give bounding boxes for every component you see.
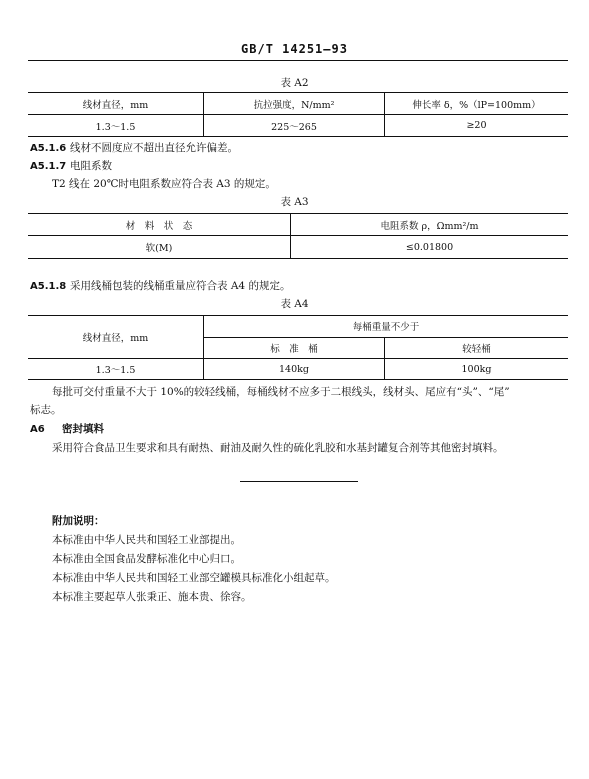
table-a4 bbox=[28, 315, 568, 380]
header-rule bbox=[28, 60, 568, 61]
table-a2-header: 线材直径，mm bbox=[28, 93, 204, 115]
table-a2-cell: 1.3～1.5 bbox=[28, 115, 204, 137]
table-a4-caption: 表 A4 bbox=[280, 298, 309, 310]
notes-line: 本标准主要起草人张秉正、施本贵、徐容。 bbox=[52, 591, 252, 603]
clause-title: 电阻系数 bbox=[70, 160, 112, 172]
table-a3 bbox=[28, 213, 568, 259]
clause-number: A6 bbox=[30, 424, 45, 435]
clause-number: A5.1.7 bbox=[30, 161, 67, 172]
clause-title: 密封填料 bbox=[62, 423, 104, 435]
end-rule bbox=[240, 481, 358, 482]
table-a2 bbox=[28, 92, 568, 137]
table-a3-caption: 表 A3 bbox=[280, 196, 309, 208]
table-a2-cell: 225～265 bbox=[204, 115, 385, 137]
clause-a5-1-6 bbox=[30, 140, 238, 157]
clause-text: 线材不圆度应不超出直径允许偏差。 bbox=[70, 142, 238, 154]
clause-a5-1-7-text: T2 线在 20℃时电阻系数应符合表 A3 的规定。 bbox=[52, 178, 276, 190]
table-a4-cell: 1.3～1.5 bbox=[28, 359, 204, 380]
additional-notes bbox=[52, 512, 336, 607]
table-a4-group-header: 每桶重量不少于 bbox=[204, 316, 569, 338]
clause-number: A5.1.6 bbox=[30, 143, 67, 154]
table-a4-header: 标 准 桶 bbox=[204, 337, 385, 359]
clause-a5-1-8 bbox=[30, 278, 290, 295]
clause-number: A5.1.8 bbox=[30, 281, 67, 292]
table-a2-header: 抗拉强度，N/mm² bbox=[204, 93, 385, 115]
table-a2-cell: ≥20 bbox=[385, 115, 569, 137]
table-a2-caption: 表 A2 bbox=[280, 77, 309, 89]
clause-text: 采用线桶包装的线桶重量应符合表 A4 的规定。 bbox=[70, 280, 291, 292]
table-a4-header: 较轻桶 bbox=[385, 337, 569, 359]
notes-line: 本标准由中华人民共和国轻工业部提出。 bbox=[52, 534, 241, 546]
table-a3-cell: ≤0.01800 bbox=[291, 236, 569, 259]
notes-title: 附加说明： bbox=[52, 515, 105, 527]
clause-a5-1-7-heading bbox=[30, 158, 112, 175]
batch-paragraph-line2: 标志。 bbox=[30, 404, 62, 416]
batch-paragraph-line1: 每批可交付重量不大于 10%的较轻线桶，每桶线材不应多于二根线头，线材头、尾应有“头”、“尾” bbox=[52, 386, 510, 398]
table-a3-cell: 软(M) bbox=[28, 236, 291, 259]
clause-a6-heading bbox=[30, 421, 104, 438]
clause-a6-text: 采用符合食品卫生要求和具有耐热、耐油及耐久性的硫化乳胶和水基封罐复合剂等其他密封填料。 bbox=[52, 442, 504, 454]
table-a3-header: 材 料 状 态 bbox=[28, 214, 291, 236]
table-a4-header: 线材直径，mm bbox=[28, 316, 204, 359]
standard-code-header: GB/T 14251—93 bbox=[241, 42, 348, 56]
notes-line: 本标准由全国食品发酵标准化中心归口。 bbox=[52, 553, 241, 565]
table-a4-cell: 100kg bbox=[385, 359, 569, 380]
notes-line: 本标准由中华人民共和国轻工业部空罐模具标准化小组起草。 bbox=[52, 572, 336, 584]
table-a4-cell: 140kg bbox=[204, 359, 385, 380]
table-a3-header: 电阻系数 ρ，Ωmm²/m bbox=[291, 214, 569, 236]
table-a2-header: 伸长率 δ，%（lP=100mm） bbox=[385, 93, 569, 115]
